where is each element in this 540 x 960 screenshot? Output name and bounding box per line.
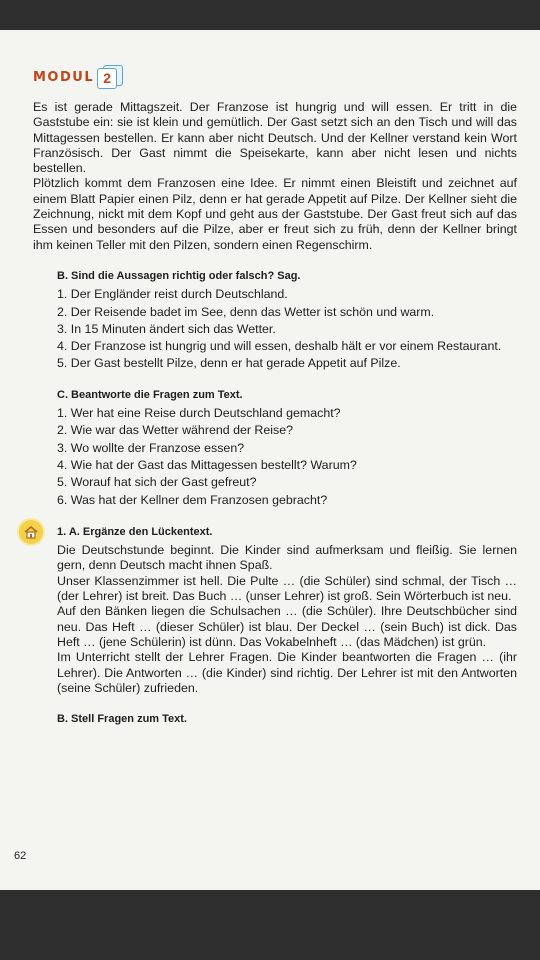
list-item: 4. Der Franzose ist hungrig und will essen, deshalb hält er vor einem Restaurant.	[57, 339, 502, 354]
list-item: 1. Wer hat eine Reise durch Deutschland gemacht?	[57, 406, 341, 421]
exercise-paragraph: Die Deutschstunde beginnt. Die Kinder sind aufmerksam und fleißig. Sie lernen gern, denn Deutsch macht ihnen Spaß.	[57, 543, 517, 573]
exercise-1a-heading	[57, 524, 517, 540]
textbook-page	[0, 30, 540, 890]
house-icon	[17, 518, 45, 546]
exercise-paragraph: Auf den Bänken liegen die Schulsachen … (die Schüler). Ihre Deutschbücher sind neu. Das Heft … (dieser Schüler) ist blau. Der Deckel … (sein Buch) ist dick. Das Heft … (jene Schülerin) ist dünn. Das Vokabelnheft … (das Mädchen) ist grün.	[57, 604, 517, 649]
exercise-paragraph: Im Unterricht stellt der Lehrer Fragen. Die Kinder beantworten die Fragen … (ihr Lehrer). Die Antworten … (die Kinder) sind richtig. Der Lehrer ist mit den Antworten (seine Schüler) zufrieden.	[57, 650, 517, 695]
list-item: 1. Der Engländer reist durch Deutschland.	[57, 287, 288, 302]
list-item: 4. Wie hat der Gast das Mittagessen bestellt? Warum?	[57, 457, 357, 472]
section-c-title: C. Beantworte die Fragen zum Text.	[57, 388, 243, 401]
bottom-bar	[0, 890, 540, 960]
list-item: 5. Worauf hat sich der Gast gefreut?	[57, 475, 257, 490]
exercise-1a-text	[57, 543, 517, 696]
list-item: 3. Wo wollte der Franzose essen?	[57, 440, 245, 455]
list-item: 3. In 15 Minuten ändert sich das Wetter.	[57, 321, 276, 336]
list-item: 5. Der Gast bestellt Pilze, denn er hat gerade Appetit auf Pilze.	[57, 356, 401, 371]
section-b-title: B. Sind die Aussagen richtig oder falsch? Sag.	[57, 269, 301, 282]
exercise-1a-title: 1. A. Ergänze den Lückentext.	[57, 525, 213, 538]
modul-number: 2	[97, 68, 117, 89]
page-content	[33, 100, 517, 730]
modul-heading	[33, 66, 123, 88]
modul-label: MODUL	[33, 69, 95, 85]
page-number: 62	[14, 850, 27, 862]
exercise-paragraph: Unser Klassenzimmer ist hell. Die Pulte … (die Schüler) sind schmal, der Tisch … (der Lehrer) ist breit. Das Buch … (unser Lehrer) ist groß. Sein Wörterbuch ist neu.	[57, 573, 517, 604]
story-paragraph: Plötzlich kommt dem Franzosen eine Idee. Er nimmt einen Bleistift und zeichnet auf einem Blatt Papier einen Pilz, denn er hat gerade Appetit auf Pilze. Der Kellner sieht die Zeichnung, nickt mit dem Kopf und geht aus der Gaststube. Der Gast freut sich auf das Essen und besonders auf die Pilze, aber er freut sich zu früh, denn der Kellner bringt ihm keinen Teller mit den Pilzen, sondern einen Regenschirm.	[33, 176, 517, 252]
top-bar	[0, 0, 540, 30]
list-item: 6. Was hat der Kellner dem Franzosen gebracht?	[57, 492, 328, 507]
story-paragraph: Es ist gerade Mittagszeit. Der Franzose ist hungrig und will essen. Er tritt in die Gaststube ein: sie ist klein und gemütlich. Der Gast setzt sich an den Tisch und will das Mittagessen bestellen. Er kann aber nicht Deutsch. Und der Kellner verstand kein Wort Französisch. Der Gast nimmt die Speisekarte, kann aber nicht lesen und nichts bestellen.	[33, 100, 517, 176]
list-item: 2. Der Reisende badet im See, denn das Wetter ist schön und warm.	[57, 304, 435, 319]
exercise-1b-title: B. Stell Fragen zum Text.	[57, 713, 187, 726]
modul-number-badge	[97, 66, 123, 88]
list-item: 2. Wie war das Wetter während der Reise?	[57, 423, 293, 438]
